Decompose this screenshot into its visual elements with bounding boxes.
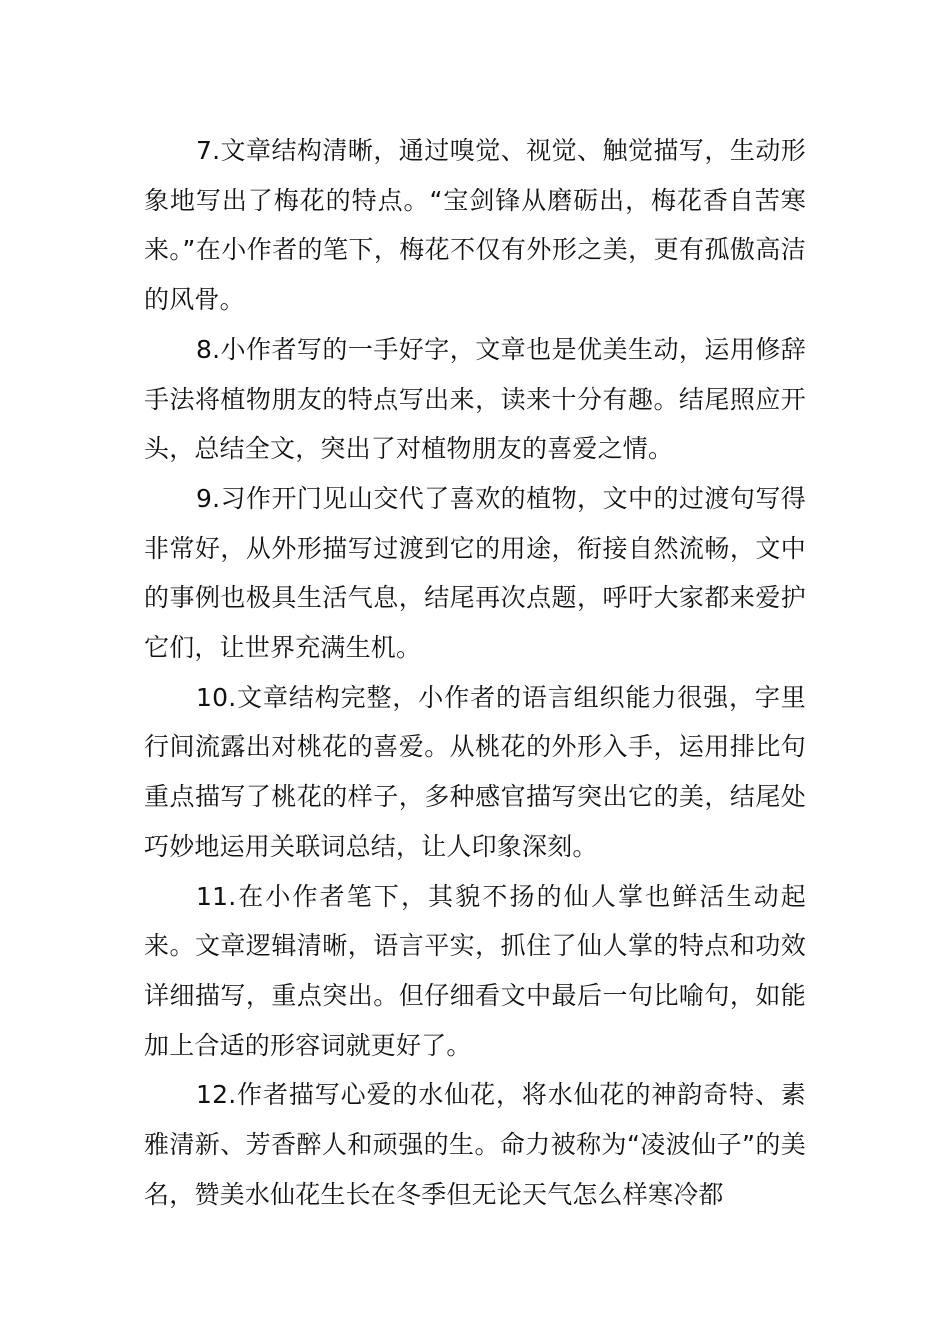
- text-body: [144, 126, 806, 1219]
- comment-paragraph-7: 7.文章结构清晰，通过嗅觉、视觉、触觉描写，生动形象地写出了梅花的特点。“宝剑锋从磨砺出，梅花香自苦寒来。”在小作者的笔下，梅花不仅有外形之美，更有孤傲高洁的风骨。: [144, 136, 806, 315]
- comment-paragraph-8: 8.小作者写的一手好字，文章也是优美生动，运用修辞手法将植物朋友的特点写出来，读来十分有趣。结尾照应开头，总结全文，突出了对植物朋友的喜爱之情。: [144, 334, 806, 464]
- comment-paragraph-11: 11.在小作者笔下，其貌不扬的仙人掌也鲜活生动起来。文章逻辑清晰，语言平实，抓住了仙人掌的特点和功效详细描写，重点突出。但仔细看文中最后一句比喻句，如能加上合适的形容词就更好了。: [144, 881, 806, 1060]
- comment-paragraph-10: 10.文章结构完整，小作者的语言组织能力很强，字里行间流露出对桃花的喜爱。从桃花的外形入手，运用排比句重点描写了桃花的样子，多种感官描写突出它的美，结尾处巧妙地运用关联词总结，让人印象深刻。: [144, 682, 806, 861]
- comment-paragraph-12: 12.作者描写心爱的水仙花，将水仙花的神韵奇特、素雅清新、芳香醉人和顽强的生。命力被称为“凌波仙子”的美名，赞美水仙花生长在冬季但无论天气怎么样寒冷都: [144, 1080, 806, 1209]
- comment-paragraph-9: 9.习作开门见山交代了喜欢的植物，文中的过渡句写得非常好，从外形描写过渡到它的用途，衔接自然流畅，文中的事例也极具生活气息，结尾再次点题，呼吁大家都来爱护它们，让世界充满生机。: [144, 483, 806, 663]
